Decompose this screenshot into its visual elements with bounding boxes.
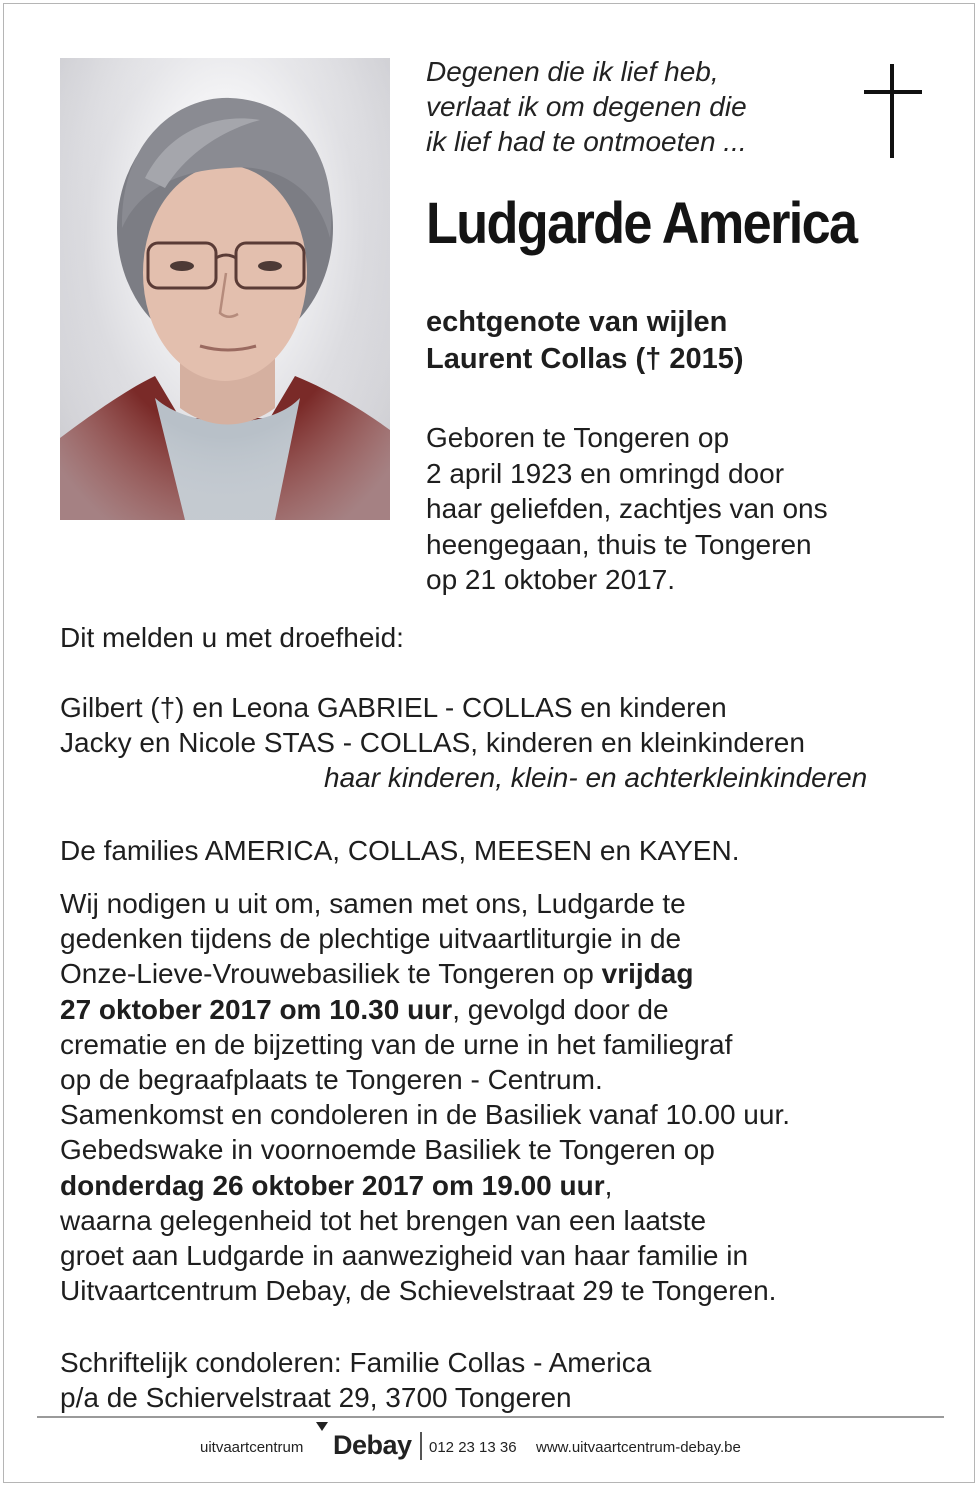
portrait-photo	[60, 58, 390, 520]
quote-line: ik lief had te ontmoeten ...	[426, 126, 747, 157]
website-link[interactable]: www.uitvaartcentrum-debay.be	[536, 1439, 741, 1456]
text-line: groet aan Ludgarde in aanwezigheid van haar familie in	[60, 1240, 749, 1272]
text-line: heengegaan, thuis te Tongeren	[426, 528, 812, 560]
text-line: haar geliefden, zachtjes van ons	[426, 493, 828, 524]
vigil-date-time: donderdag 26 oktober 2017 om 19.00 uur	[60, 1169, 605, 1201]
family-line: Jacky en Nicole STAS - COLLAS, kinderen en kleinkinderen	[60, 727, 805, 758]
family-line: haar kinderen, klein- en achterkleinkinderen	[324, 762, 868, 793]
text-span: , gevolgd door de	[452, 993, 669, 1025]
invitation-text	[60, 886, 790, 1308]
text-span: Onze-Lieve-Vrouwebasiliek te Tongeren op	[60, 958, 602, 990]
text-span: ,	[604, 1169, 613, 1201]
family-line: Gilbert (†) en Leona GABRIEL - COLLAS en kinderen	[60, 692, 727, 723]
funeral-home-footer	[200, 1420, 900, 1470]
text-line	[60, 956, 790, 991]
phone-number: 012 23 13 36	[429, 1439, 517, 1456]
families-line: De families AMERICA, COLLAS, MEESEN en KAYEN.	[60, 835, 740, 866]
text-line: crematie en de bijzetting van de urne in het familiegraf	[60, 1028, 733, 1060]
footer-separator	[420, 1432, 422, 1460]
footer-divider	[37, 1416, 944, 1418]
triangle-marker-icon	[316, 1422, 328, 1431]
brand-name-small: uitvaartcentrum	[200, 1439, 304, 1456]
family-list	[60, 690, 867, 795]
text-line: waarna gelegenheid tot het brengen van een laatste	[60, 1204, 707, 1236]
text-line: 2 april 1923 en omringd door	[426, 457, 785, 489]
birth-death-text	[426, 420, 828, 598]
deceased-name: Ludgarde America	[426, 191, 857, 256]
text-line: gedenken tijdens de plechtige uitvaartliturgie in de	[60, 923, 682, 955]
text-line: Schriftelijk condoleren: Familie Collas - America	[60, 1347, 652, 1378]
announcement-intro: Dit melden u met droefheid:	[60, 622, 404, 653]
text-line: Samenkomst en condoleren in de Basiliek vanaf 10.00 uur.	[60, 1099, 791, 1131]
condolence-address	[60, 1345, 651, 1415]
spouse-line: Laurent Collas († 2015)	[426, 343, 744, 375]
spouse-line: echtgenote van wijlen	[426, 306, 728, 338]
text-line: Gebedswake in voornoemde Basiliek te Tongeren op	[60, 1134, 715, 1166]
funeral-day: vrijdag	[601, 958, 694, 990]
text-line: Wij nodigen u uit om, samen met ons, Ludgarde te	[60, 888, 686, 919]
memorial-quote	[426, 54, 747, 159]
text-line: p/a de Schiervelstraat 29, 3700 Tongeren	[60, 1382, 572, 1413]
text-line: op 21 oktober 2017.	[426, 564, 676, 595]
text-line: Geboren te Tongeren op	[426, 422, 730, 453]
text-line: op de begraafplaats te Tongeren - Centrum.	[60, 1064, 603, 1096]
quote-line: verlaat ik om degenen die	[426, 91, 747, 122]
cross-icon	[864, 64, 922, 158]
quote-line: Degenen die ik lief heb,	[426, 56, 719, 87]
funeral-date-time: 27 oktober 2017 om 10.30 uur	[60, 993, 453, 1025]
spouse-info	[426, 304, 744, 378]
portrait-illustration	[60, 58, 390, 520]
text-line	[60, 1168, 790, 1203]
text-line: Uitvaartcentrum Debay, de Schievelstraat 29 te Tongeren.	[60, 1275, 777, 1307]
brand-logo-text: Debay	[333, 1430, 412, 1460]
text-line	[60, 992, 790, 1027]
